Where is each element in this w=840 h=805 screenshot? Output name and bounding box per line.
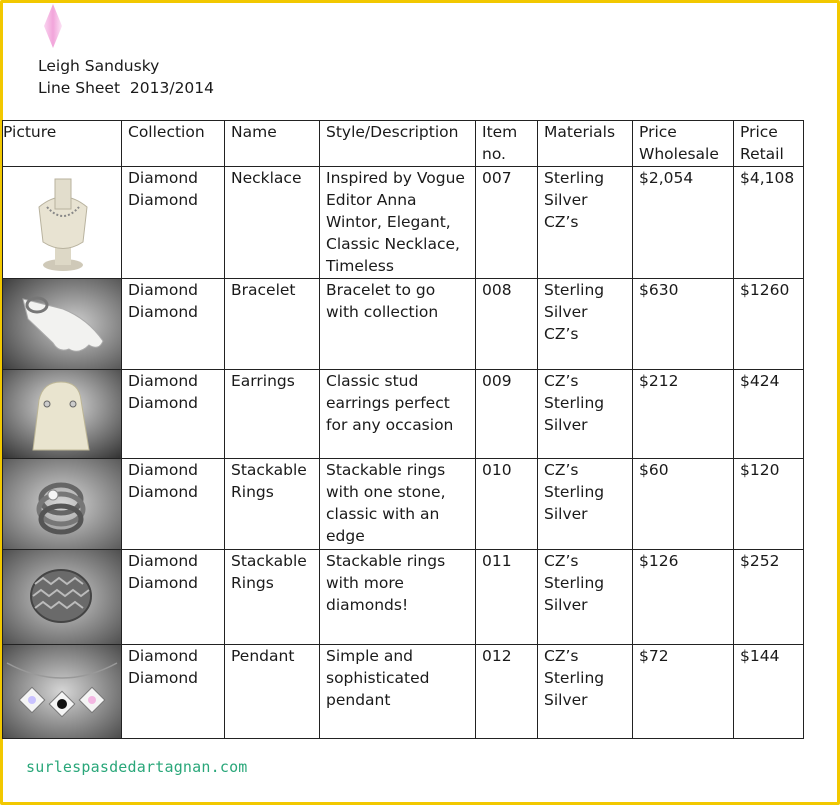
table-row <box>3 645 804 739</box>
item-no-cell: 008 <box>476 279 538 370</box>
name-cell: Stackable Rings <box>225 459 320 550</box>
picture-cell <box>3 550 122 645</box>
col-header-wholesale: Price Wholesale <box>633 121 734 167</box>
picture-cell <box>3 279 122 370</box>
item-no-cell: 010 <box>476 459 538 550</box>
necklace-bust-icon <box>3 167 121 277</box>
materials-cell: CZ’s Sterling Silver <box>538 645 633 739</box>
picture-cell <box>3 370 122 459</box>
name-cell: Pendant <box>225 645 320 739</box>
wholesale-price-cell: $212 <box>633 370 734 459</box>
name-cell: Bracelet <box>225 279 320 370</box>
description-cell: Stackable rings with more diamonds! <box>320 550 476 645</box>
table-row <box>3 459 804 550</box>
description-cell: Simple and sophisticated pendant <box>320 645 476 739</box>
line-sheet-table <box>2 120 804 739</box>
stackable-ring-icon <box>3 459 121 549</box>
description-cell: Classic stud earrings perfect for any occasion <box>320 370 476 459</box>
col-header-description: Style/Description <box>320 121 476 167</box>
wholesale-price-cell: $60 <box>633 459 734 550</box>
retail-price-cell: $252 <box>734 550 804 645</box>
retail-price-cell: $144 <box>734 645 804 739</box>
name-cell: Necklace <box>225 167 320 279</box>
materials-cell: CZ’s Sterling Silver <box>538 459 633 550</box>
collection-cell: Diamond Diamond <box>122 167 225 279</box>
collection-cell: Diamond Diamond <box>122 370 225 459</box>
col-header-item-no: Item no. <box>476 121 538 167</box>
picture-cell <box>3 167 122 279</box>
table-row <box>3 279 804 370</box>
picture-cell <box>3 459 122 550</box>
retail-price-cell: $424 <box>734 370 804 459</box>
pink-gem-logo-icon <box>42 4 64 48</box>
retail-price-cell: $4,108 <box>734 167 804 279</box>
materials-cell: Sterling Silver CZ’s <box>538 279 633 370</box>
picture-cell <box>3 645 122 739</box>
description-cell: Inspired by Vogue Editor Anna Wintor, Elegant, Classic Necklace, Timeless <box>320 167 476 279</box>
retail-price-cell: $1260 <box>734 279 804 370</box>
col-header-name: Name <box>225 121 320 167</box>
item-no-cell: 011 <box>476 550 538 645</box>
description-cell: Bracelet to go with collection <box>320 279 476 370</box>
diamond-band-ring-icon <box>3 550 121 644</box>
name-cell: Earrings <box>225 370 320 459</box>
item-no-cell: 007 <box>476 167 538 279</box>
header-row <box>3 121 804 167</box>
collection-cell: Diamond Diamond <box>122 279 225 370</box>
bracelet-hand-icon <box>3 279 121 369</box>
table-row <box>3 167 804 279</box>
wholesale-price-cell: $2,054 <box>633 167 734 279</box>
retail-price-cell: $120 <box>734 459 804 550</box>
wholesale-price-cell: $72 <box>633 645 734 739</box>
materials-cell: CZ’s Sterling Silver <box>538 550 633 645</box>
name-cell: Stackable Rings <box>225 550 320 645</box>
col-header-collection: Collection <box>122 121 225 167</box>
collection-cell: Diamond Diamond <box>122 550 225 645</box>
description-cell: Stackable rings with one stone, classic with an edge <box>320 459 476 550</box>
collection-cell: Diamond Diamond <box>122 459 225 550</box>
materials-cell: Sterling Silver CZ’s <box>538 167 633 279</box>
col-header-picture: Picture <box>3 121 122 167</box>
item-no-cell: 012 <box>476 645 538 739</box>
col-header-retail: Price Retail <box>734 121 804 167</box>
wholesale-price-cell: $630 <box>633 279 734 370</box>
earrings-stand-icon <box>3 370 121 458</box>
pendant-necklace-icon <box>3 645 121 738</box>
table-row <box>3 550 804 645</box>
sheet-header <box>38 55 214 99</box>
col-header-materials: Materials <box>538 121 633 167</box>
author-name: Leigh Sandusky <box>38 57 160 75</box>
sheet-subtitle: Line Sheet 2013/2014 <box>38 79 215 97</box>
materials-cell: CZ’s Sterling Silver <box>538 370 633 459</box>
table-row <box>3 370 804 459</box>
wholesale-price-cell: $126 <box>633 550 734 645</box>
item-no-cell: 009 <box>476 370 538 459</box>
watermark-text: surlespasdedartagnan.com <box>26 758 248 776</box>
collection-cell: Diamond Diamond <box>122 645 225 739</box>
